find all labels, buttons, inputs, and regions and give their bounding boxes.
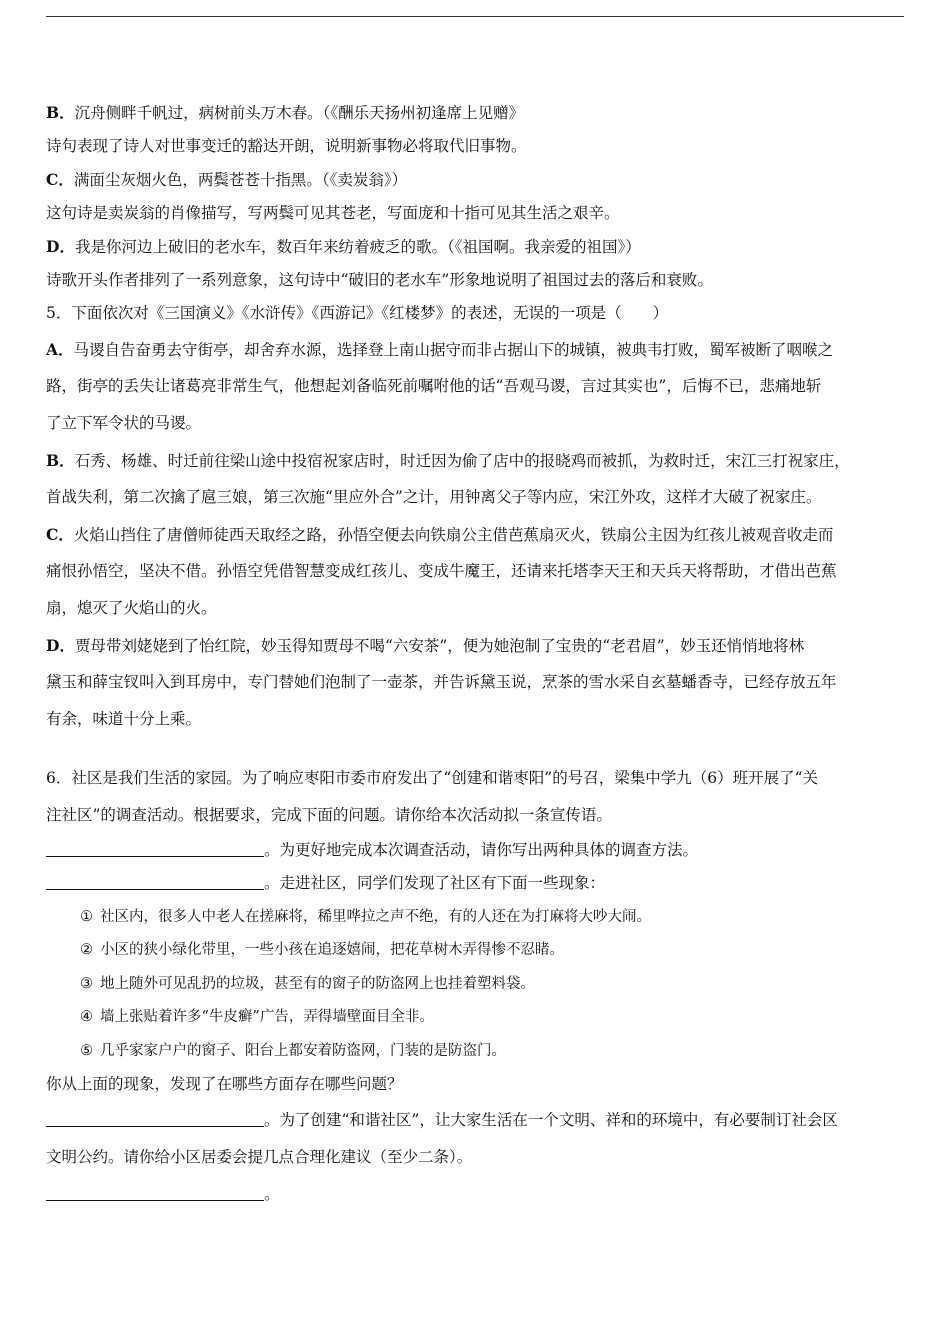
q5-option-c-line2: 痛恨孙悟空，坚决不借。孙悟空凭借智慧变成红孩儿、变成牛魔王，还请来托塔李天王和天兵天将帮助，才借出芭蕉 <box>46 561 837 580</box>
q5-option-b-line2: 首战失利，第二次擒了扈三娘，第三次施“里应外合”之计，用钟离父子等内应，宋江外攻，这样才大破了祝家庄。 <box>46 487 822 506</box>
q4-option-c: C．满面尘灰烟火色，两鬓苍苍十指黑。（《卖炭翁》） <box>46 170 408 189</box>
q4-option-d-note: 诗歌开头作者排列了一系列意象，这句诗中“破旧的老水车”形象地说明了祖国过去的落后和衰败。 <box>46 270 713 289</box>
answer-blank-1[interactable] <box>46 838 264 857</box>
document-body <box>46 96 904 1213</box>
q4-option-b-note: 诗句表现了诗人对世事变迁的豁达开朗，说明新事物必将取代旧事物。 <box>46 136 527 155</box>
observation-5: ⑤ 几乎家家户户的窗子、阳台上都安着防盗网，门装的是防盗门。 <box>80 1042 506 1059</box>
header-rule <box>46 16 904 17</box>
q5-option-c-line1: C．火焰山挡住了唐僧师徒西天取经之路，孙悟空便去向铁扇公主借芭蕉扇灭火，铁扇公主因为红孩儿被观音收走而 <box>46 524 834 544</box>
q4-option-d: D．我是你河边上破旧的老水车，数百年来纺着疲乏的歌。（《祖国啊。我亲爱的祖国》） <box>46 237 641 256</box>
q4-option-c-note: 这句诗是卖炭翁的肖像描写，写两鬓可见其苍老，写面庞和十指可见其生活之艰辛。 <box>46 203 620 222</box>
q6-question: 你从上面的现象，发现了在哪些方面存在哪些问题？ <box>46 1075 403 1093</box>
q6-task1: 。为更好地完成本次调查活动，请你写出两种具体的调查方法。 <box>46 834 904 868</box>
q5-option-c-line3: 扇，熄灭了火焰山的火。 <box>46 598 217 617</box>
q6-task3-line2: 文明公约。请你给小区居委会提几点合理化建议（至少二条）。 <box>46 1147 473 1166</box>
q5-option-d-line2: 黛玉和薛宝钗叫入到耳房中，专门替她们泡制了一壶茶，并告诉黛玉说，烹茶的雪水采自玄墓蟠香寺，已经存放五年 <box>46 672 837 691</box>
q6-stem-line2: 注社区”的调查活动。根据要求，完成下面的问题。请你给本次活动拟一条宣传语。 <box>46 805 612 824</box>
q5-option-b-line1: B．石秀、杨雄、时迁前往梁山途中投宿祝家店时，时迁因为偷了店中的报晓鸡而被抓，为救时迁，宋江三打祝家庄， <box>46 450 850 470</box>
answer-blank-3[interactable] <box>46 1108 264 1127</box>
q5-option-d-line3: 有余，味道十分上乘。 <box>46 709 202 728</box>
q6-final-answer: 。 <box>46 1176 904 1213</box>
q5-option-a-line3: 了立下军令状的马谡。 <box>46 413 202 432</box>
observation-1: ① 社区内，很多人中老人在搓麻将，稀里哗拉之声不绝，有的人还在为打麻将大吵大闹。 <box>80 908 651 925</box>
observation-4: ④ 墙上张贴着许多“牛皮癣”广告，弄得墙壁面目全非。 <box>80 1009 434 1025</box>
q5-option-a-line1: A．马谡自告奋勇去守街亭，却舍弃水源，选择登上南山据守而非占据山下的城镇，被典韦打败，蜀军被断了咽喉之 <box>46 339 834 359</box>
answer-blank-4[interactable] <box>46 1182 264 1201</box>
q6-task3-line1: 。为了创建“和谐社区”，让大家生活在一个文明、祥和的环境中，有必要制订社会区 <box>46 1102 904 1139</box>
q6-task2: 。走进社区，同学们发现了社区有下面一些现象： <box>46 867 904 901</box>
q5-option-d-line1: D．贾母带刘姥姥到了怡红院，妙玉得知贾母不喝“六安茶”，便为她泡制了宝贵的“老君眉”，妙玉还悄悄地将林 <box>46 635 805 655</box>
q5-stem: 5．下面依次对《三国演义》《水浒传》《西游记》《红楼梦》的表述，无误的一项是（ ） <box>46 304 669 322</box>
q6-stem-line1: 6．社区是我们生活的家园。为了响应枣阳市委市府发出了“创建和谐枣阳”的号召，梁集中学九（6）班开展了“关 <box>46 768 818 787</box>
q5-option-a-line2: 路，街亭的丢失让诸葛亮非常生气，他想起刘备临死前嘱咐他的话“吾观马谡，言过其实也”，后悔不已，悲痛地斩 <box>46 376 822 395</box>
answer-blank-2[interactable] <box>46 871 264 890</box>
observation-2: ② 小区的狭小绿化带里，一些小孩在追逐嬉闹，把花草树木弄得惨不忍睹。 <box>80 942 564 958</box>
q4-option-b: B．沉舟侧畔千帆过，病树前头万木春。（《酬乐天扬州初逢席上见赠》 <box>46 103 525 122</box>
section-gap <box>46 738 904 760</box>
observation-3: ③ 地上随外可见乱扔的垃圾，甚至有的窗子的防盗网上也挂着塑料袋。 <box>80 975 535 992</box>
